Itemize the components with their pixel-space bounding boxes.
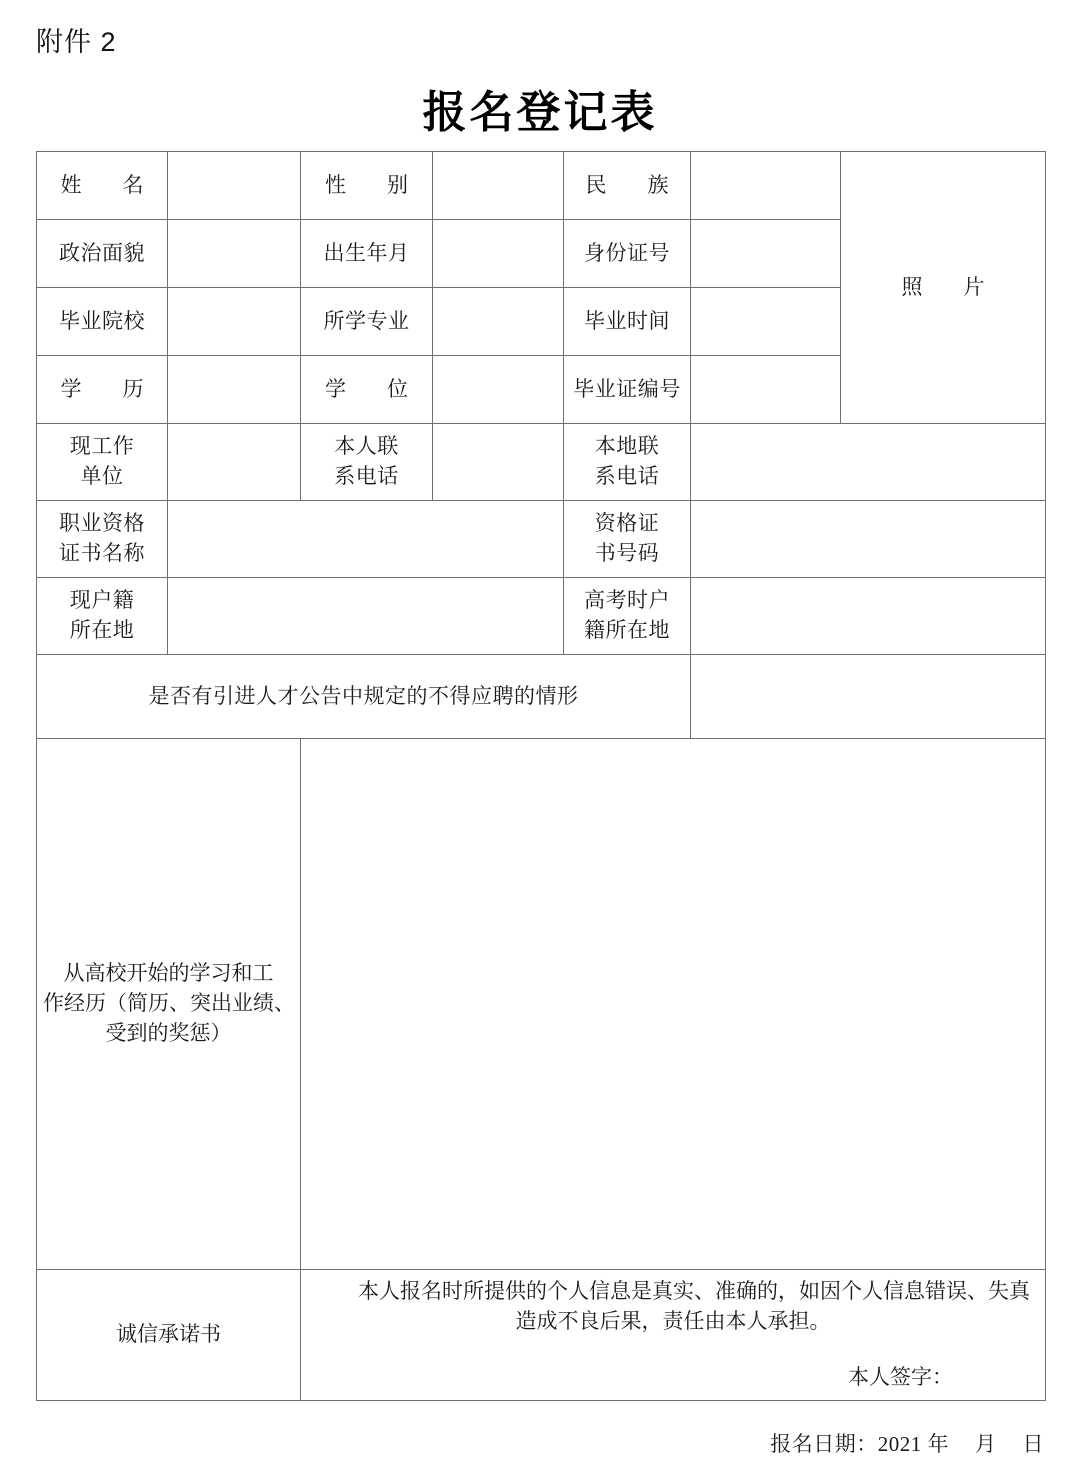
label-self-phone (301, 424, 433, 501)
label-graduation-time: 毕业时间 (564, 288, 691, 356)
label-name: 姓 名 (37, 152, 168, 220)
label-self-phone-line2: 系电话 (334, 464, 399, 488)
label-birth-date: 出生年月 (301, 220, 433, 288)
label-integrity-commitment: 诚信承诺书 (37, 1270, 301, 1401)
field-certificate-number[interactable] (691, 501, 1046, 578)
field-political-status[interactable] (168, 220, 301, 288)
label-current-residence (37, 578, 168, 655)
table-row (37, 424, 1046, 501)
label-current-residence-line2: 所在地 (69, 618, 135, 642)
field-self-phone[interactable] (433, 424, 564, 501)
field-id-number[interactable] (691, 220, 841, 288)
label-graduation-school: 毕业院校 (37, 288, 168, 356)
field-major[interactable] (433, 288, 564, 356)
field-certificate-name[interactable] (168, 501, 564, 578)
application-date-prefix: 报名日期：2021 年 (770, 1432, 949, 1456)
signature-field[interactable]: 本人签字： (848, 1364, 953, 1389)
label-diploma-number: 毕业证编号 (564, 356, 691, 424)
label-certificate-name-line2: 证书名称 (59, 541, 145, 565)
application-date-line (770, 1428, 1044, 1458)
label-local-phone (564, 424, 691, 501)
field-name[interactable] (168, 152, 301, 220)
photo-placeholder[interactable]: 照 片 (841, 152, 1046, 424)
commitment-text: 本人报名时所提供的个人信息是真实、准确的，如因个人信息错误、失真造成不良后果，责任由本人承担。 (358, 1279, 1030, 1334)
label-gender: 性 别 (301, 152, 433, 220)
label-work-unit-line1: 现工作 (69, 434, 135, 459)
label-gaokao-residence-line1: 高考时户 (584, 588, 670, 613)
label-experience-line2: 作经历（简历、突出业绩、 (43, 991, 295, 1016)
field-diploma-number[interactable] (691, 356, 841, 424)
table-row (37, 739, 1046, 1270)
label-certificate-name-line1: 职业资格 (59, 511, 145, 536)
label-certificate-number (564, 501, 691, 578)
field-experience[interactable] (301, 739, 1046, 1270)
label-current-residence-line1: 现户籍 (69, 588, 135, 613)
label-local-phone-line2: 系电话 (594, 464, 660, 488)
field-ethnicity[interactable] (691, 152, 841, 220)
field-gender[interactable] (433, 152, 564, 220)
label-education: 学 历 (37, 356, 168, 424)
table-row (37, 578, 1046, 655)
label-self-phone-line1: 本人联 (334, 434, 399, 459)
table-row (37, 1270, 1046, 1401)
day-label[interactable]: 日 (1022, 1432, 1044, 1456)
label-major: 所学专业 (301, 288, 433, 356)
label-disqualification-question: 是否有引进人才公告中规定的不得应聘的情形 (37, 655, 691, 739)
table-row (37, 655, 1046, 739)
field-graduation-time[interactable] (691, 288, 841, 356)
label-ethnicity: 民 族 (564, 152, 691, 220)
month-label[interactable]: 月 (975, 1432, 997, 1456)
field-degree[interactable] (433, 356, 564, 424)
label-experience-line3: 受到的奖惩） (105, 1020, 232, 1045)
field-graduation-school[interactable] (168, 288, 301, 356)
label-work-unit (37, 424, 168, 501)
label-gaokao-residence-line2: 籍所在地 (584, 618, 670, 642)
label-id-number: 身份证号 (564, 220, 691, 288)
label-political-status: 政治面貌 (37, 220, 168, 288)
label-local-phone-line1: 本地联 (594, 434, 660, 459)
label-gaokao-residence (564, 578, 691, 655)
field-local-phone[interactable] (691, 424, 1046, 501)
attachment-label: 附件 2 (36, 27, 117, 57)
registration-form-table (36, 151, 1046, 1401)
integrity-commitment-body (301, 1270, 1046, 1401)
table-row (37, 501, 1046, 578)
label-certificate-number-line2: 书号码 (594, 541, 660, 565)
label-certificate-number-line1: 资格证 (594, 511, 660, 536)
label-experience (37, 739, 301, 1270)
page-title: 报名登记表 (422, 88, 658, 137)
label-certificate-name (37, 501, 168, 578)
label-degree: 学 位 (301, 356, 433, 424)
field-gaokao-residence[interactable] (691, 578, 1046, 655)
field-work-unit[interactable] (168, 424, 301, 501)
table-row (37, 152, 1046, 220)
field-birth-date[interactable] (433, 220, 564, 288)
field-education[interactable] (168, 356, 301, 424)
field-disqualification-answer[interactable] (691, 655, 1046, 739)
label-experience-line1: 从高校开始的学习和工 (63, 961, 274, 986)
field-current-residence[interactable] (168, 578, 564, 655)
label-work-unit-line2: 单位 (80, 464, 124, 488)
